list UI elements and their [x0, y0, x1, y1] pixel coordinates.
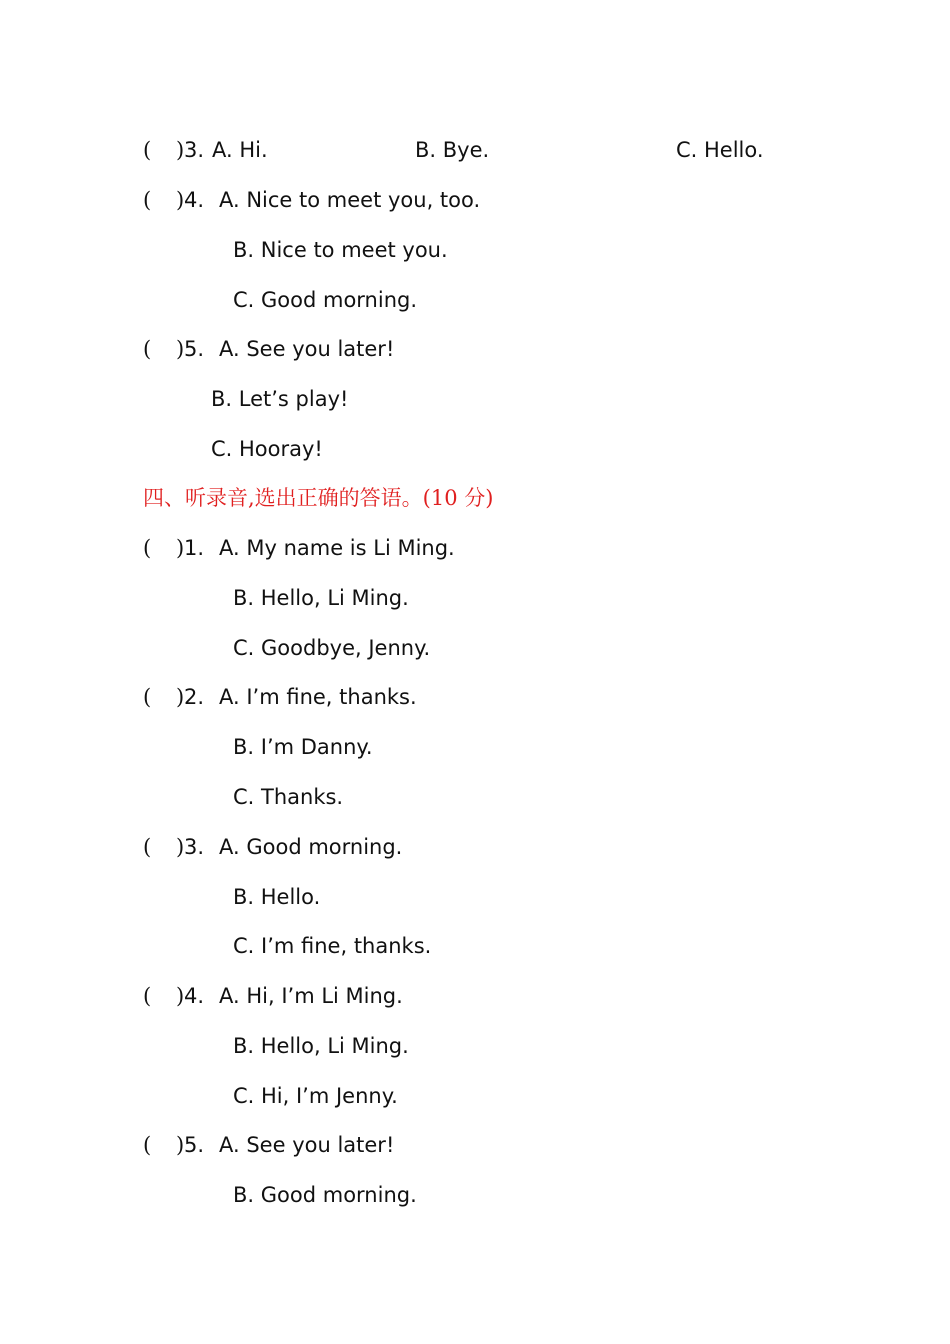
question-number: 3.	[184, 835, 205, 859]
answer-paren-close: )	[176, 1133, 185, 1157]
answer-paren-close: )	[176, 188, 185, 212]
answer-paren-open: (	[143, 984, 152, 1008]
option-b: B. Bye.	[415, 138, 490, 162]
question-number: 2.	[184, 685, 205, 709]
answer-paren-open: (	[143, 685, 152, 709]
answer-paren-close: )	[176, 984, 185, 1008]
option-c: C. Hi, I’m Jenny.	[233, 1084, 398, 1108]
option-a: A. See you later!	[219, 1133, 395, 1157]
answer-paren-open: (	[143, 1133, 152, 1157]
option-a: A. See you later!	[219, 337, 395, 361]
answer-paren-close: )	[176, 685, 185, 709]
option-c: C. Hooray!	[211, 437, 323, 461]
option-b: B. Let’s play!	[211, 387, 349, 411]
question-number: 1.	[184, 536, 205, 560]
answer-paren-open: (	[143, 536, 152, 560]
option-a: A. Hi.	[212, 138, 268, 162]
option-b: B. Hello.	[233, 885, 321, 909]
question-number: 5.	[184, 1133, 205, 1157]
option-c: C. Goodbye, Jenny.	[233, 636, 431, 660]
option-a: A. My name is Li Ming.	[219, 536, 455, 560]
option-c: C. I’m fine, thanks.	[233, 934, 432, 958]
question-number: 4.	[184, 188, 205, 212]
answer-paren-open: (	[143, 188, 152, 212]
answer-paren-close: )	[176, 138, 185, 162]
question-number: 3.	[184, 138, 205, 162]
option-b: B. Nice to meet you.	[233, 238, 448, 262]
question-number: 4.	[184, 984, 205, 1008]
option-a: A. I’m fine, thanks.	[219, 685, 417, 709]
option-b: B. I’m Danny.	[233, 735, 373, 759]
option-c: C. Good morning.	[233, 288, 418, 312]
option-a: A. Good morning.	[219, 835, 403, 859]
option-b: B. Good morning.	[233, 1183, 417, 1207]
answer-paren-close: )	[176, 835, 185, 859]
section-heading: 四、听录音,选出正确的答语。(10 分)	[143, 486, 494, 510]
option-c: C. Hello.	[676, 138, 764, 162]
option-a: A. Hi, I’m Li Ming.	[219, 984, 403, 1008]
answer-paren-open: (	[143, 835, 152, 859]
option-b: B. Hello, Li Ming.	[233, 586, 409, 610]
answer-paren-close: )	[176, 536, 185, 560]
option-a: A. Nice to meet you, too.	[219, 188, 481, 212]
option-c: C. Thanks.	[233, 785, 344, 809]
answer-paren-close: )	[176, 337, 185, 361]
question-number: 5.	[184, 337, 205, 361]
answer-paren-open: (	[143, 138, 152, 162]
answer-paren-open: (	[143, 337, 152, 361]
option-b: B. Hello, Li Ming.	[233, 1034, 409, 1058]
